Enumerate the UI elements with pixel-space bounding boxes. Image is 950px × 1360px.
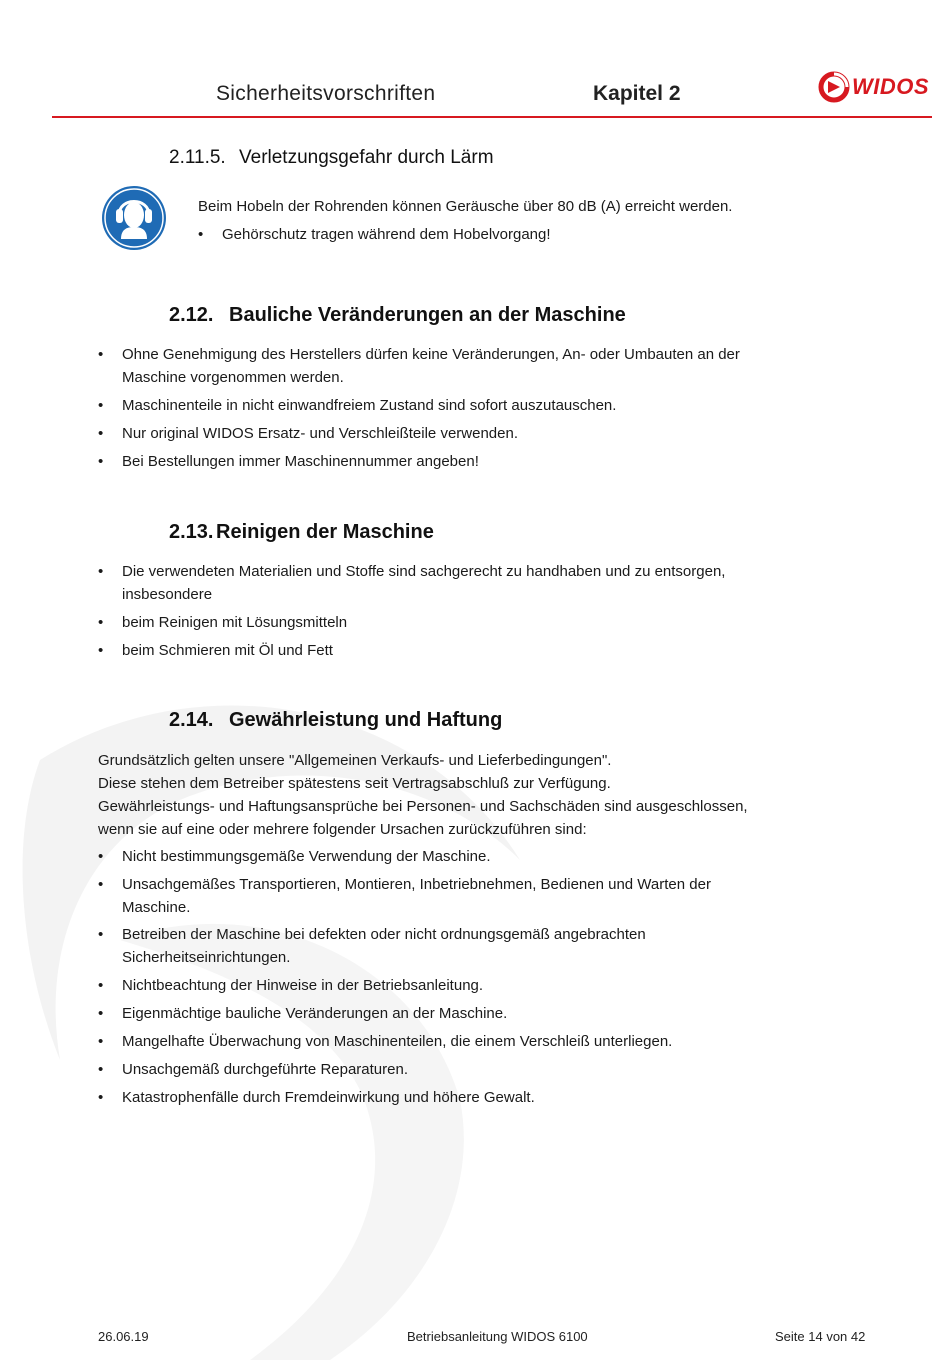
section-number: 2.14. <box>169 709 214 731</box>
section-title: Bauliche Veränderungen an der Maschine <box>229 304 626 326</box>
list-item: • Unsachgemäß durchgeführte Reparaturen. <box>98 1058 408 1081</box>
section-title: Verletzungsgefahr durch Lärm <box>239 147 494 168</box>
section-title: Reinigen der Maschine <box>216 521 434 543</box>
list-item: • Ohne Genehmigung des Herstellers dürfen keine Veränderungen, An- oder Umbauten an der <box>98 343 740 366</box>
section-heading-2-14 <box>169 709 502 732</box>
list-item-continuation: Maschine vorgenommen werden. <box>122 369 344 386</box>
section-heading-2-13 <box>169 521 434 544</box>
paragraph-line: Grundsätzlich gelten unsere "Allgemeinen Verkaufs- und Lieferbedingungen". <box>98 752 612 769</box>
list-item: • Mangelhafte Überwachung von Maschinenteilen, die einem Verschleiß unterliegen. <box>98 1030 672 1053</box>
ear-protection-icon <box>99 183 169 253</box>
footer-date: 26.06.19 <box>98 1329 149 1344</box>
logo-wordmark: WIDOS <box>852 74 930 99</box>
list-item-continuation: Sicherheitseinrichtungen. <box>122 949 291 966</box>
widos-logo <box>818 68 936 106</box>
section-title: Gewährleistung und Haftung <box>229 709 503 731</box>
list-item: • Nur original WIDOS Ersatz- und Verschleißteile verwenden. <box>98 422 518 445</box>
list-item: • Die verwendeten Materialien und Stoffe sind sachgerecht zu handhaben und zu entsorgen, <box>98 560 725 583</box>
list-item: • Gehörschutz tragen während dem Hobelvorgang! <box>198 223 551 246</box>
list-item: • Betreiben der Maschine bei defekten oder nicht ordnungsgemäß angebrachten <box>98 923 646 946</box>
header-rule <box>52 116 932 118</box>
list-item-continuation: Maschine. <box>122 899 191 916</box>
paragraph-line: wenn sie auf eine oder mehrere folgender Ursachen zurückzuführen sind: <box>98 821 587 838</box>
list-item: • Unsachgemäßes Transportieren, Montieren, Inbetriebnehmen, Bedienen und Warten der <box>98 873 711 896</box>
watermark-logo <box>0 640 560 1360</box>
section-number: 2.13. <box>169 521 214 543</box>
list-item: • Bei Bestellungen immer Maschinennummer angeben! <box>98 450 479 473</box>
chapter-label: Kapitel 2 <box>593 82 681 105</box>
list-item: • Maschinenteile in nicht einwandfreiem Zustand sind sofort auszutauschen. <box>98 394 616 417</box>
widos-logo-mark-icon <box>818 71 850 103</box>
footer-doc-title: Betriebsanleitung WIDOS 6100 <box>407 1329 588 1344</box>
section-heading-2-11-5 <box>169 147 494 169</box>
header-title: Sicherheitsvorschriften <box>216 82 436 105</box>
footer-page-number: Seite 14 von 42 <box>775 1329 866 1344</box>
list-item-continuation: insbesondere <box>122 586 213 603</box>
list-item: • Katastrophenfälle durch Fremdeinwirkung und höhere Gewalt. <box>98 1086 535 1109</box>
list-item: • beim Reinigen mit Lösungsmitteln <box>98 611 347 634</box>
list-item: • Eigenmächtige bauliche Veränderungen an der Maschine. <box>98 1002 507 1025</box>
paragraph-line: Gewährleistungs- und Haftungsansprüche bei Personen- und Sachschäden sind ausgeschlossen, <box>98 798 748 815</box>
section-heading-2-12 <box>169 304 626 327</box>
section-number: 2.12. <box>169 304 214 326</box>
paragraph-line: Diese stehen dem Betreiber spätestens seit Vertragsabschluß zur Verfügung. <box>98 775 611 792</box>
list-item: • beim Schmieren mit Öl und Fett <box>98 639 333 662</box>
list-item: • Nicht bestimmungsgemäße Verwendung der Maschine. <box>98 845 491 868</box>
noise-text: Beim Hobeln der Rohrenden können Geräusche über 80 dB (A) erreicht werden. <box>198 198 733 215</box>
section-number: 2.11.5. <box>169 147 226 168</box>
list-item: • Nichtbeachtung der Hinweise in der Betriebsanleitung. <box>98 974 483 997</box>
